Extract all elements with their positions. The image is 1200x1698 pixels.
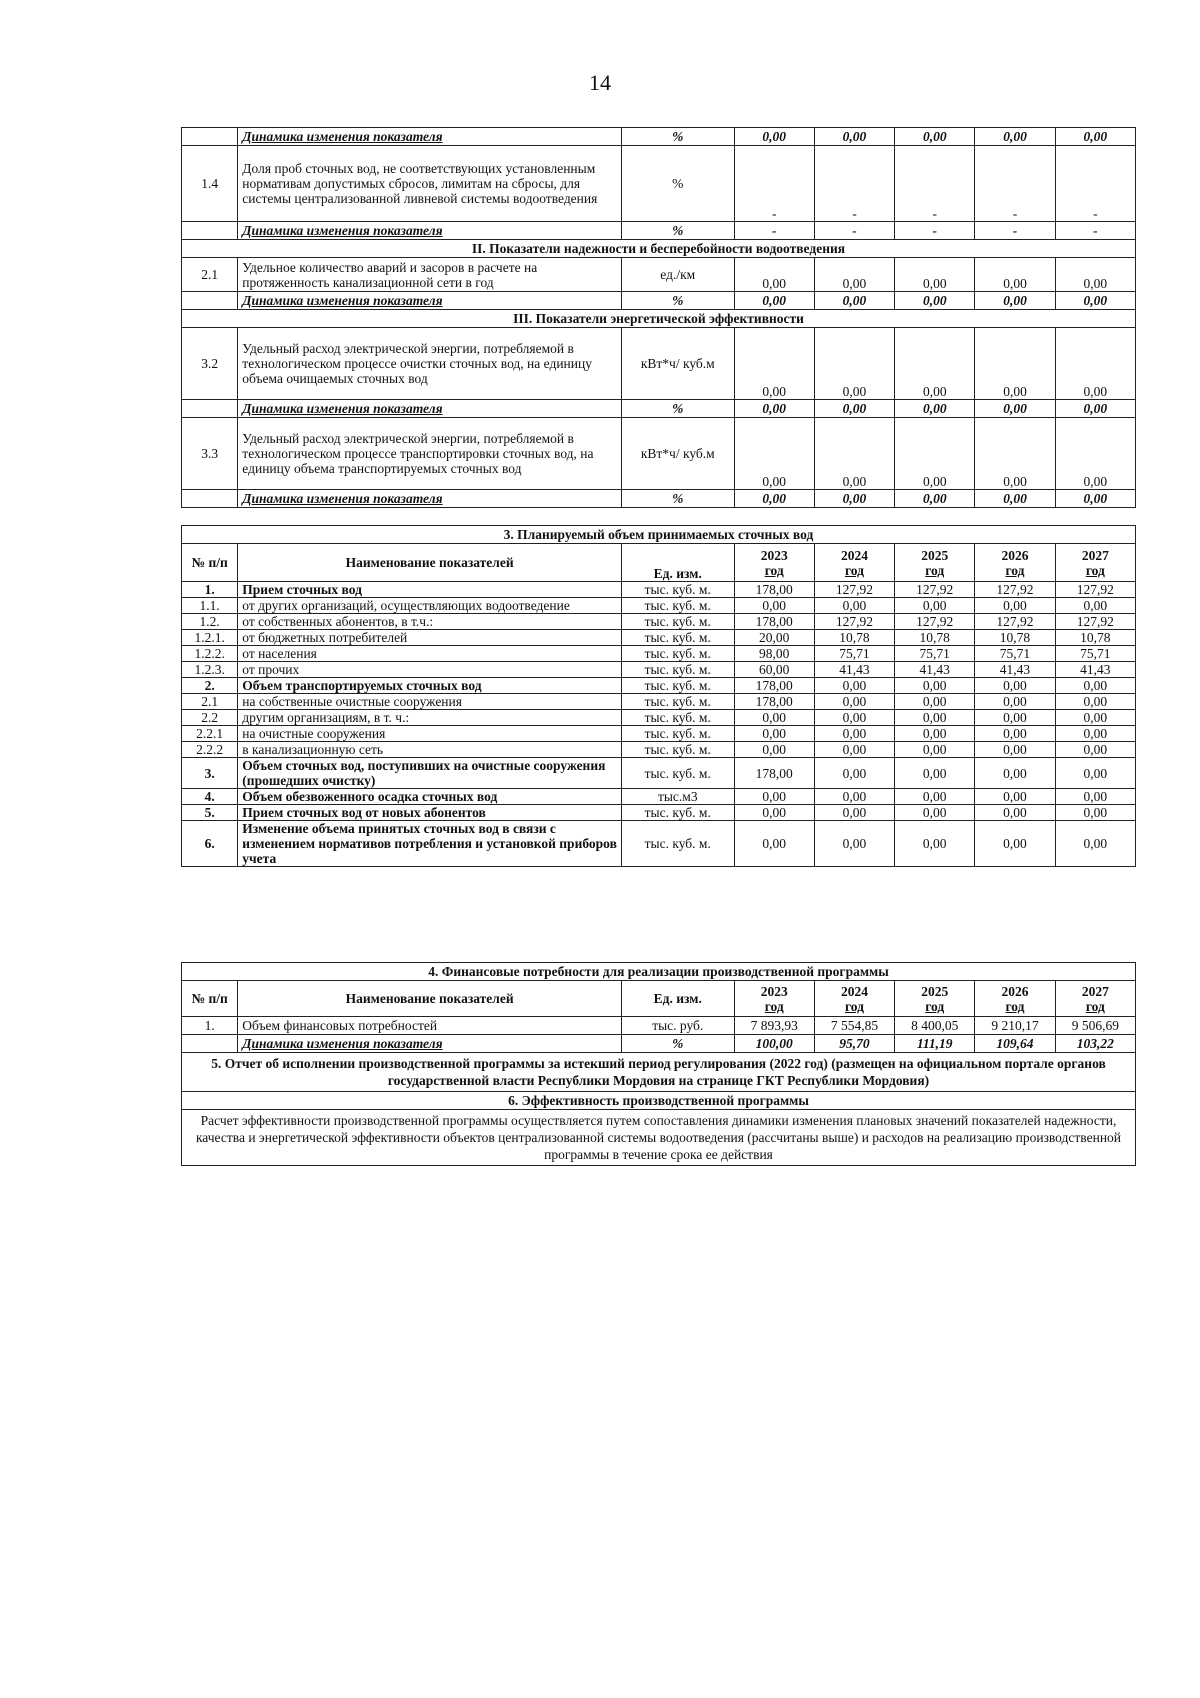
row-value: 0,00	[975, 789, 1055, 805]
row-unit: тыс. куб. м.	[621, 598, 734, 614]
row-value: 0,00	[1055, 789, 1135, 805]
table-row: 1. Объем финансовых потребностей тыс. руб. 7 893,93 7 554,85 8 400,05 9 210,17 9 506,69	[182, 1017, 1136, 1035]
row-value: 10,78	[814, 630, 894, 646]
row-value: 178,00	[734, 694, 814, 710]
row-value: 0,00	[734, 742, 814, 758]
row-value: 127,92	[814, 614, 894, 630]
row-name: Прием сточных вод от новых абонентов	[238, 805, 622, 821]
row-unit: тыс. куб. м.	[621, 726, 734, 742]
row-value: 41,43	[814, 662, 894, 678]
row-name: Объем обезвоженного осадка сточных вод	[238, 789, 622, 805]
row-value: 178,00	[734, 758, 814, 789]
col-year-header: 2025 год	[895, 981, 975, 1017]
row-value: 0,00	[975, 742, 1055, 758]
table-row	[182, 710, 1136, 726]
row-value: 41,43	[1055, 662, 1135, 678]
col-year-header: 2024 год	[814, 981, 894, 1017]
table-row	[182, 678, 1136, 694]
table-header: № п/п Наименование показателей Ед. изм. 2023 год 2024 год 2025 год 2026 год 2027 год	[182, 981, 1136, 1017]
row-name: на собственные очистные сооружения	[238, 694, 622, 710]
indicator-row: 3.2 Удельный расход электрической энергии, потребляемой в технологическом процессе очистки сточных вод, на единицу объема очищаемых сточных вод кВт*ч/ куб.м 0,00 0,00 0,00 0,00 0,00	[182, 328, 1136, 400]
row-number: 1.2.1.	[182, 630, 238, 646]
row-value: 0,00	[895, 742, 975, 758]
finance-table	[181, 962, 1136, 1166]
row-name: Объем транспортируемых сточных вод	[238, 678, 622, 694]
row-value: 75,71	[814, 646, 894, 662]
row-value: 0,00	[734, 710, 814, 726]
table-row	[182, 821, 1136, 867]
row-name: от населения	[238, 646, 622, 662]
row-value: 0,00	[975, 805, 1055, 821]
row-name: Объем сточных вод, поступивших на очистные сооружения (прошедших очистку)	[238, 758, 622, 789]
row-value: 0,00	[895, 805, 975, 821]
section-heading: 4. Финансовые потребности для реализации производственной программы	[182, 963, 1136, 981]
row-value: 127,92	[1055, 582, 1135, 598]
page-number: 14	[589, 70, 611, 95]
row-value: 0,00	[975, 598, 1055, 614]
row-value: 127,92	[895, 582, 975, 598]
row-value: 0,00	[1055, 758, 1135, 789]
row-value: 0,00	[1055, 742, 1135, 758]
table-row	[182, 614, 1136, 630]
row-unit: тыс.м3	[621, 789, 734, 805]
row-value: 0,00	[814, 598, 894, 614]
row-value: 178,00	[734, 614, 814, 630]
col-name-header: Наименование показателей	[238, 544, 622, 582]
section-heading: II. Показатели надежности и бесперебойности водоотведения	[182, 240, 1136, 258]
col-num-header: № п/п	[182, 544, 238, 582]
col-year-header: 2023 год	[734, 544, 814, 582]
row-value: 20,00	[734, 630, 814, 646]
row-value: 127,92	[814, 582, 894, 598]
table-row	[182, 758, 1136, 789]
row-value: 178,00	[734, 582, 814, 598]
row-value: 0,00	[975, 694, 1055, 710]
row-value: 0,00	[814, 821, 894, 867]
table-row	[182, 694, 1136, 710]
table-row	[182, 630, 1136, 646]
col-unit-header: Ед. изм.	[621, 544, 734, 582]
row-value: 0,00	[734, 726, 814, 742]
row-number: 2.2.2	[182, 742, 238, 758]
row-number: 2.	[182, 678, 238, 694]
row-unit: тыс. куб. м.	[621, 710, 734, 726]
table-row	[182, 726, 1136, 742]
row-unit: тыс. куб. м.	[621, 694, 734, 710]
row-number: 6.	[182, 821, 238, 867]
row-value: 127,92	[1055, 614, 1135, 630]
table-row	[182, 789, 1136, 805]
row-value: 0,00	[895, 678, 975, 694]
row-name: от собственных абонентов, в т.ч.:	[238, 614, 622, 630]
row-number: 2.2.1	[182, 726, 238, 742]
row-number: 3.	[182, 758, 238, 789]
row-unit: тыс. куб. м.	[621, 758, 734, 789]
row-value: 0,00	[814, 678, 894, 694]
table-row	[182, 662, 1136, 678]
row-number: 1.2.	[182, 614, 238, 630]
row-value: 0,00	[734, 821, 814, 867]
table-row	[182, 582, 1136, 598]
row-name: от прочих	[238, 662, 622, 678]
row-value: 0,00	[895, 694, 975, 710]
row-value: 0,00	[814, 805, 894, 821]
row-value: 0,00	[895, 789, 975, 805]
col-year-header: 2027 год	[1055, 981, 1135, 1017]
row-value: 0,00	[734, 789, 814, 805]
row-value: 10,78	[975, 630, 1055, 646]
col-year-header: 2026 год	[975, 981, 1055, 1017]
row-value: 0,00	[814, 758, 894, 789]
table-row	[182, 598, 1136, 614]
row-unit: тыс. куб. м.	[621, 805, 734, 821]
row-number: 1.2.3.	[182, 662, 238, 678]
row-value: 0,00	[734, 805, 814, 821]
row-name: в канализационную сеть	[238, 742, 622, 758]
indicator-row: 1.4 Доля проб сточных вод, не соответствующих установленным нормативам допустимых сбросов, лимитам на сбросы, для системы централизованной ливневой системы водоотведения % - - - - -	[182, 146, 1136, 222]
row-value: 0,00	[975, 758, 1055, 789]
row-value: 0,00	[975, 726, 1055, 742]
col-year-header: 2027 год	[1055, 544, 1135, 582]
row-value: 127,92	[895, 614, 975, 630]
row-number: 1.1.	[182, 598, 238, 614]
row-value: 0,00	[1055, 710, 1135, 726]
row-unit: тыс. куб. м.	[621, 678, 734, 694]
col-year-header: 2026 год	[975, 544, 1055, 582]
row-value: 0,00	[975, 678, 1055, 694]
row-value: 0,00	[1055, 598, 1135, 614]
row-value: 75,71	[975, 646, 1055, 662]
row-unit: тыс. куб. м.	[621, 662, 734, 678]
row-value: 0,00	[814, 742, 894, 758]
row-value: 0,00	[734, 598, 814, 614]
row-number: 2.1	[182, 694, 238, 710]
indicator-row: 2.1 Удельное количество аварий и засоров в расчете на протяженность канализационной сети в год ед./км 0,00 0,00 0,00 0,00 0,00	[182, 258, 1136, 292]
col-year-header: 2024 год	[814, 544, 894, 582]
row-value: 0,00	[814, 694, 894, 710]
efficiency-text: Расчет эффективности производственной программы осуществляется путем сопоставления динамики изменения плановых значений показателей надежности, качества и энергетической эффективности объектов централизованной системы водоотведения (рассчитаны выше) и расходов на реализацию производственной программы в течение срока ее действия	[182, 1110, 1136, 1166]
row-name: от других организаций, осуществляющих водоотведение	[238, 598, 622, 614]
dynamics-row: Динамика изменения показателя % 100,00 95,70 111,19 109,64 103,22	[182, 1035, 1136, 1053]
indicators-table	[181, 127, 1136, 508]
row-value: 127,92	[975, 614, 1055, 630]
row-unit: тыс. куб. м.	[621, 821, 734, 867]
row-value: 0,00	[1055, 694, 1135, 710]
row-value: 41,43	[895, 662, 975, 678]
row-value: 0,00	[895, 598, 975, 614]
row-value: 10,78	[895, 630, 975, 646]
row-value: 98,00	[734, 646, 814, 662]
dynamics-label: Динамика изменения показателя	[238, 128, 622, 146]
section-heading: 3. Планируемый объем принимаемых сточных вод	[182, 526, 1136, 544]
row-value: 0,00	[1055, 678, 1135, 694]
row-value: 178,00	[734, 678, 814, 694]
row-value: 0,00	[814, 726, 894, 742]
row-value: 0,00	[895, 758, 975, 789]
section-heading: III. Показатели энергетической эффективности	[182, 310, 1136, 328]
row-value: 0,00	[1055, 821, 1135, 867]
row-number: 1.2.2.	[182, 646, 238, 662]
row-unit: тыс. куб. м.	[621, 630, 734, 646]
row-number: 1.	[182, 582, 238, 598]
table-row	[182, 742, 1136, 758]
row-value: 0,00	[975, 821, 1055, 867]
table-header	[182, 544, 1136, 582]
dynamics-row: Динамика изменения показателя % - - - - -	[182, 222, 1136, 240]
row-value: 75,71	[895, 646, 975, 662]
col-year-header: 2023 год	[734, 981, 814, 1017]
row-value: 0,00	[1055, 726, 1135, 742]
row-name: Изменение объема принятых сточных вод в связи с изменением нормативов потребления и установкой приборов учета	[238, 821, 622, 867]
table-row	[182, 805, 1136, 821]
row-name: от бюджетных потребителей	[238, 630, 622, 646]
row-number: 5.	[182, 805, 238, 821]
row-unit: тыс. куб. м.	[621, 742, 734, 758]
row-value: 10,78	[1055, 630, 1135, 646]
row-unit: тыс. куб. м.	[621, 614, 734, 630]
dynamics-row: Динамика изменения показателя % 0,00 0,00 0,00 0,00 0,00	[182, 128, 1136, 146]
row-value: 0,00	[895, 710, 975, 726]
row-value: 75,71	[1055, 646, 1135, 662]
row-value: 41,43	[975, 662, 1055, 678]
row-value: 60,00	[734, 662, 814, 678]
dynamics-row: Динамика изменения показателя % 0,00 0,00 0,00 0,00 0,00	[182, 292, 1136, 310]
row-value: 0,00	[895, 726, 975, 742]
row-value: 0,00	[895, 821, 975, 867]
row-value: 0,00	[814, 789, 894, 805]
dynamics-row: Динамика изменения показателя % 0,00 0,00 0,00 0,00 0,00	[182, 400, 1136, 418]
report-section: 5. Отчет об исполнении производственной программы за истекший период регулирования (2022 год) (размещен на официальном портале органов государственной власти Республики Мордовия на странице ГКТ Республики Мордовия)	[182, 1053, 1136, 1092]
row-value: 0,00	[814, 710, 894, 726]
row-value: 0,00	[1055, 805, 1135, 821]
col-year-header: 2025 год	[895, 544, 975, 582]
row-value: 0,00	[975, 710, 1055, 726]
row-name: на очистные сооружения	[238, 726, 622, 742]
indicator-row: 3.3 Удельный расход электрической энергии, потребляемой в технологическом процессе транспортировки сточных вод, на единицу объема транспортируемых сточных вод кВт*ч/ куб.м 0,00 0,00 0,00 0,00 0,00	[182, 418, 1136, 490]
section-heading: 6. Эффективность производственной программы	[182, 1092, 1136, 1110]
table-row	[182, 646, 1136, 662]
row-value: 127,92	[975, 582, 1055, 598]
row-unit: тыс. куб. м.	[621, 582, 734, 598]
row-unit: тыс. куб. м.	[621, 646, 734, 662]
row-name: другим организациям, в т. ч.:	[238, 710, 622, 726]
volume-table	[181, 525, 1136, 867]
row-number: 4.	[182, 789, 238, 805]
dynamics-row: Динамика изменения показателя % 0,00 0,00 0,00 0,00 0,00	[182, 490, 1136, 508]
row-name: Прием сточных вод	[238, 582, 622, 598]
row-number: 2.2	[182, 710, 238, 726]
